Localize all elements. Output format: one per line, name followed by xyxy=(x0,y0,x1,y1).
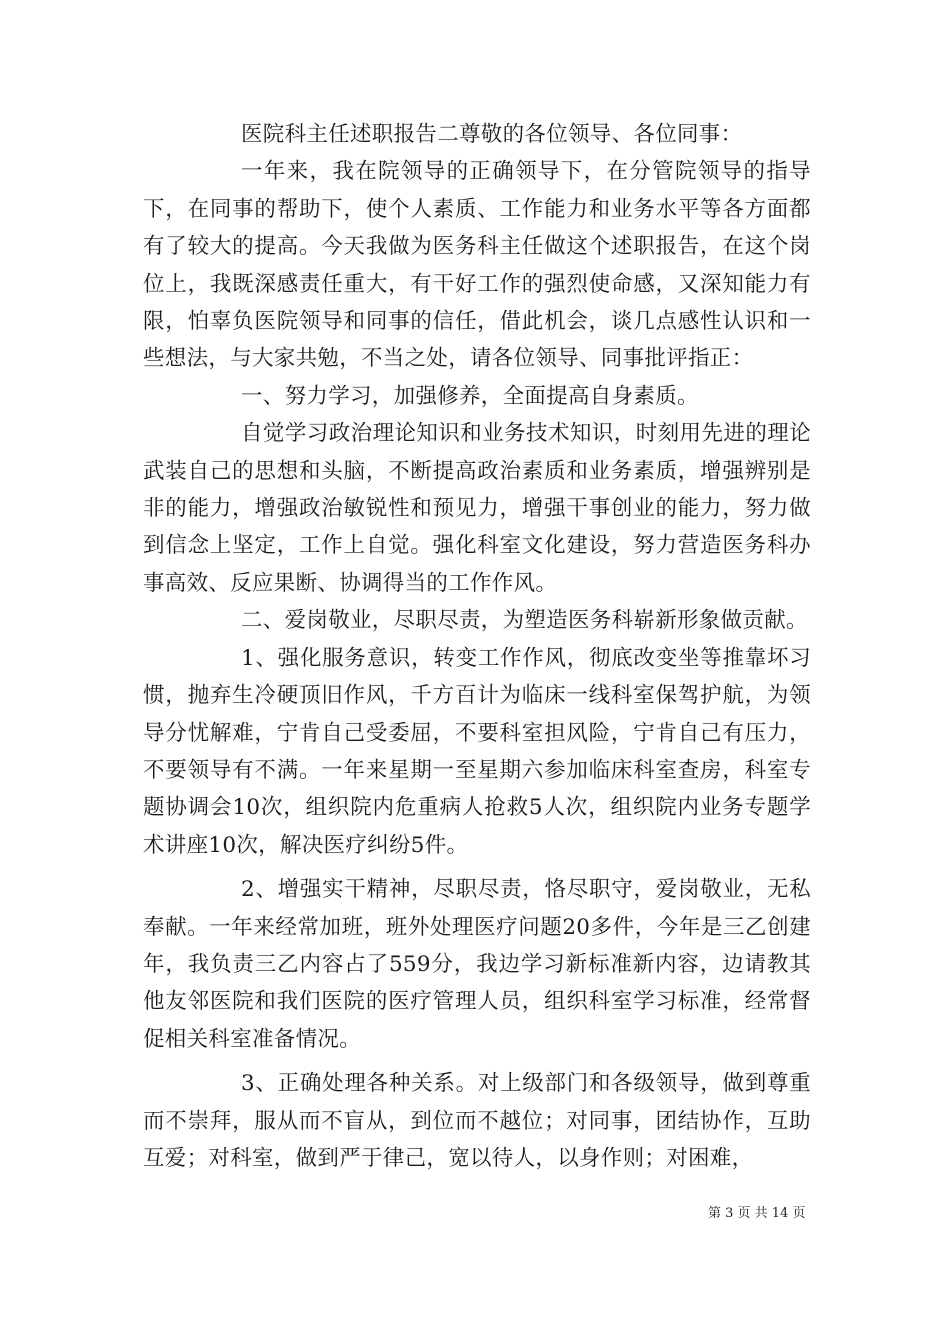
intro-paragraph: 一年来，我在院领导的正确领导下，在分管院领导的指导下，在同事的帮助下，使个人素质、工作能力和业务水平等各方面都有了较大的提高。今天我做为医务科主任做这个述职报告，在这个岗位上，我既深感责任重大，有干好工作的强烈使命感，又深知能力有限，怕辜负医院领导和同事的信任，借此机会，谈几点感性认识和一些想法，与大家共勉，不当之处，请各位领导、同事批评指正： xyxy=(143,159,811,372)
section-heading-2: 二、爱岗敬业，尽职尽责，为塑造医务科崭新形象做贡献。 xyxy=(241,608,808,634)
item-1-paragraph: 1、强化服务意识，转变工作作风，彻底改变坐等推靠坏习惯，抛弃生冷硬顶旧作风，千方百计为临床一线科室保驾护航，为领导分忧解难，宁肯自己受委屈，不要科室担风险，宁肯自己有压力，不要领导有不满。一年来星期一至星期六参加临床科室查房，科室专题协调会10次，组织院内危重病人抢救5人次，组织院内业务专题学术讲座10次，解决医疗纠纷5件。 xyxy=(143,645,811,858)
page-number: 第 3 页 共 14 页 xyxy=(708,1206,806,1221)
item-2-paragraph: 2、增强实干精神，尽职尽责，恪尽职守，爱岗敬业，无私奉献。一年来经常加班，班外处理医疗问题20多件，今年是三乙创建年，我负责三乙内容占了559分，我边学习新标准新内容，边请教其他友邻医院和我们医院的医疗管理人员，组织科室学习标准，经常督促相关科室准备情况。 xyxy=(143,877,811,1052)
heading-paragraph: 医院科主任述职报告二尊敬的各位领导、各位同事： xyxy=(241,122,743,147)
item-3-paragraph: 3、正确处理各种关系。对上级部门和各级领导，做到尊重而不崇拜，服从而不盲从，到位而不越位；对同事，团结协作，互助互爱；对科室，做到严于律己，宽以待人，以身作则；对困难， xyxy=(143,1071,811,1171)
document-body xyxy=(143,116,811,1177)
study-paragraph: 自觉学习政治理论知识和业务技术知识，时刻用先进的理论武装自己的思想和头脑，不断提高政治素质和业务素质，增强辨别是非的能力，增强政治敏锐性和预见力，增强干事创业的能力，努力做到信念上坚定，工作上自觉。强化科室文化建设，努力营造医务科办事高效、反应果断、协调得当的工作作风。 xyxy=(143,421,811,596)
section-heading-1: 一、努力学习，加强修养，全面提高自身素质。 xyxy=(241,383,699,409)
